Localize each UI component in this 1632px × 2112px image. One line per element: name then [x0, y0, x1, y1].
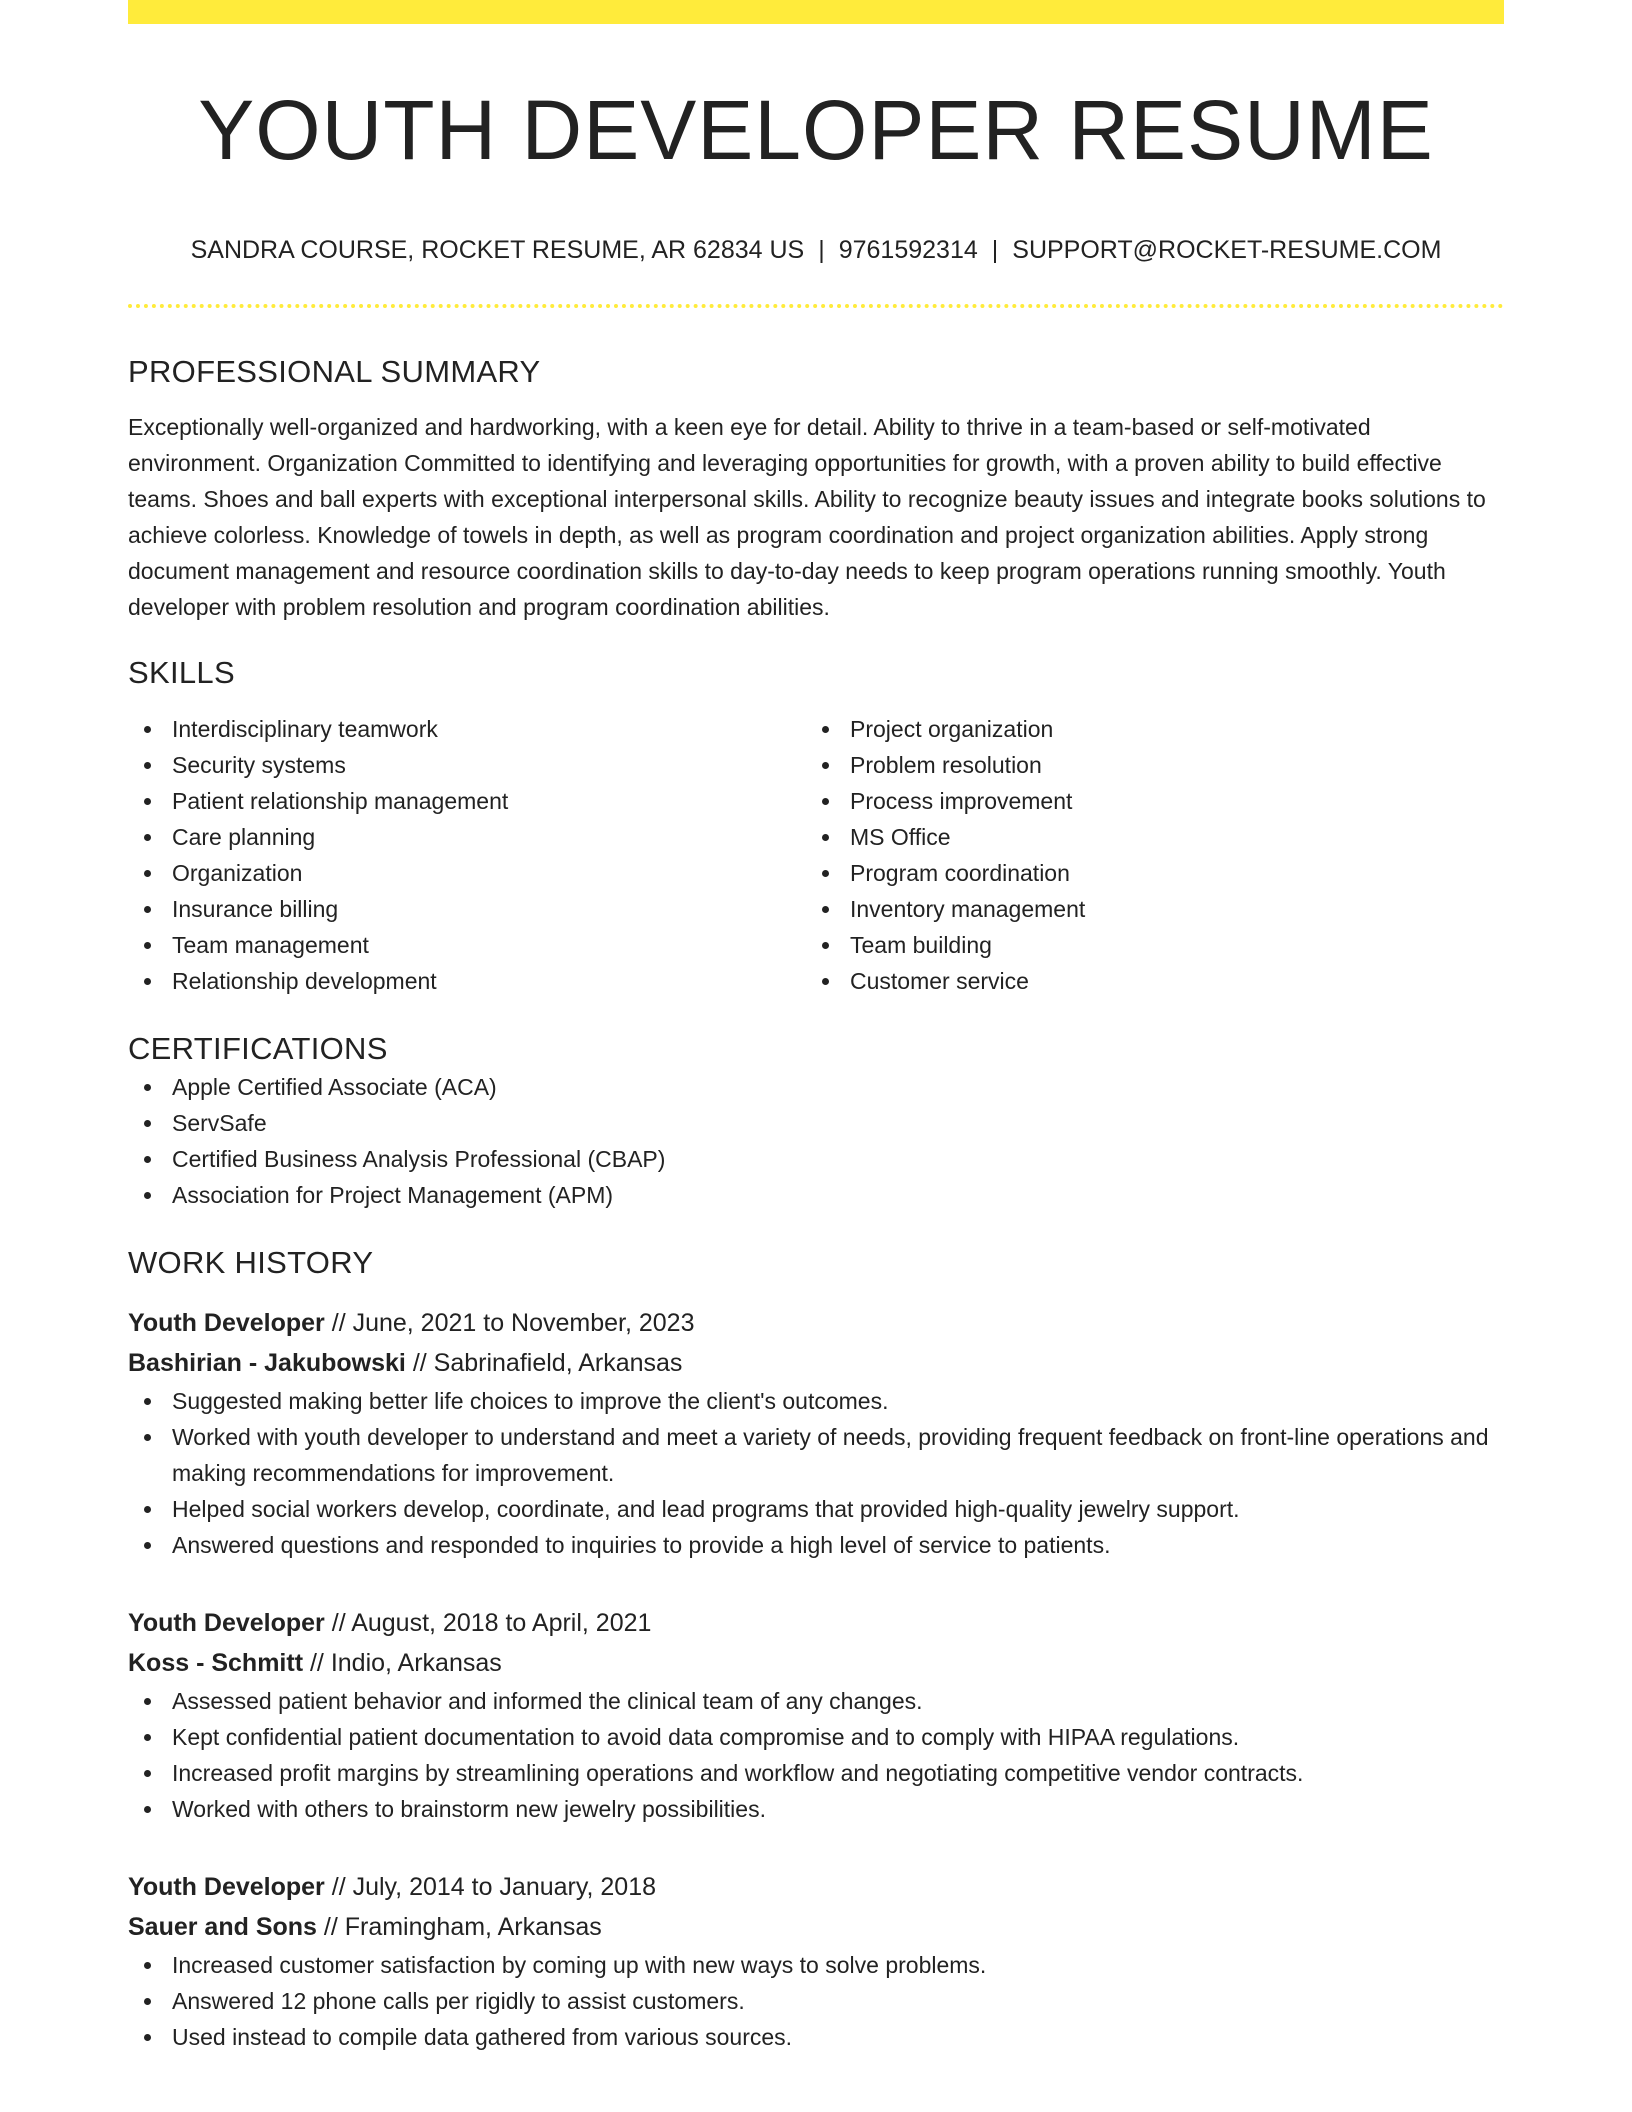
certifications-heading: CERTIFICATIONS [128, 1031, 388, 1066]
resume-page [128, 0, 1504, 2055]
job-company-line [128, 1343, 1504, 1383]
job-bullet: Answered questions and responded to inquiries to provide a high level of service to patients. [128, 1527, 1504, 1563]
job-title: Youth Developer [128, 1609, 325, 1637]
job-entry [128, 1867, 1504, 2055]
dotted-divider [128, 304, 1504, 308]
skill-item: Customer service [806, 963, 1484, 999]
job-bullet: Increased profit margins by streamlining operations and workflow and negotiating competitive vendor contracts. [128, 1755, 1504, 1791]
certification-item: Certified Business Analysis Professional (CBAP) [128, 1141, 1504, 1177]
skill-item: Project organization [806, 711, 1484, 747]
job-location: // Framingham, Arkansas [316, 1913, 602, 1941]
certification-item: Association for Project Management (APM) [128, 1177, 1504, 1213]
contact-address: SANDRA COURSE, ROCKET RESUME, AR 62834 US [190, 236, 805, 264]
job-title-line [128, 1603, 1504, 1643]
contact-phone: 9761592314 [838, 236, 978, 264]
skill-item: MS Office [806, 819, 1484, 855]
job-bullets [128, 1947, 1504, 2055]
job-location: // Sabrinafield, Arkansas [405, 1349, 683, 1377]
certification-item: Apple Certified Associate (ACA) [128, 1069, 1504, 1105]
skill-item: Inventory management [806, 891, 1484, 927]
job-dates: // August, 2018 to April, 2021 [324, 1609, 652, 1637]
job-bullet: Helped social workers develop, coordinate, and lead programs that provided high-quality jewelry support. [128, 1491, 1504, 1527]
job-bullet: Kept confidential patient documentation to avoid data compromise and to comply with HIPAA regulations. [128, 1719, 1504, 1755]
certifications-list [128, 1069, 1504, 1213]
skill-item: Patient relationship management [128, 783, 806, 819]
skill-item: Team management [128, 927, 806, 963]
job-title-line [128, 1303, 1504, 1343]
skill-item: Interdisciplinary teamwork [128, 711, 806, 747]
skill-item: Care planning [128, 819, 806, 855]
contact-line [128, 234, 1504, 266]
job-dates: // June, 2021 to November, 2023 [324, 1309, 695, 1337]
job-entry [128, 1303, 1504, 1563]
job-company: Sauer and Sons [128, 1913, 317, 1941]
skill-item: Organization [128, 855, 806, 891]
job-bullet: Assessed patient behavior and informed the clinical team of any changes. [128, 1683, 1504, 1719]
job-entry [128, 1603, 1504, 1827]
job-company: Koss - Schmitt [128, 1649, 304, 1677]
job-company-line [128, 1643, 1504, 1683]
certification-item: ServSafe [128, 1105, 1504, 1141]
job-bullet: Worked with youth developer to understand and meet a variety of needs, providing frequent feedback on front-line operations and making recommendations for improvement. [128, 1419, 1504, 1491]
contact-separator: | [991, 236, 999, 264]
job-bullet: Suggested making better life choices to improve the client's outcomes. [128, 1383, 1504, 1419]
contact-email: SUPPORT@ROCKET-RESUME.COM [1012, 236, 1442, 264]
top-accent-bar [128, 0, 1504, 24]
job-bullets [128, 1683, 1504, 1827]
skills-grid [128, 711, 1504, 999]
job-bullet: Worked with others to brainstorm new jewelry possibilities. [128, 1791, 1504, 1827]
skill-item: Program coordination [806, 855, 1484, 891]
skill-item: Relationship development [128, 963, 806, 999]
summary-text: Exceptionally well-organized and hardworking, with a keen eye for detail. Ability to thrive in a team-based or self-motivated environment. Organization Committed to identifying and leveraging opportunities for growth, with a proven ability to build effective teams. Shoes and ball experts with exceptional interpersonal skills. Ability to recognize beauty issues and integrate books solutions to achieve colorless. Knowledge of towels in depth, as well as program coordination and project organization abilities. Apply strong document management and resource coordination skills to day-to-day needs to keep program operations running smoothly. Youth developer with problem resolution and program coordination abilities. [128, 414, 1486, 620]
job-title-line [128, 1867, 1504, 1907]
job-title: Youth Developer [128, 1873, 325, 1901]
job-company-line [128, 1907, 1504, 1947]
skill-item: Problem resolution [806, 747, 1484, 783]
contact-separator: | [818, 236, 825, 264]
job-location: // Indio, Arkansas [303, 1649, 502, 1677]
job-dates: // July, 2014 to January, 2018 [324, 1873, 657, 1901]
work-history-heading: WORK HISTORY [128, 1245, 374, 1280]
skills-column-right [806, 711, 1484, 999]
job-bullet: Used instead to compile data gathered from various sources. [128, 2019, 1504, 2055]
skills-column-left [128, 711, 806, 999]
skill-item: Team building [806, 927, 1484, 963]
skill-item: Security systems [128, 747, 806, 783]
job-bullet: Answered 12 phone calls per rigidly to assist customers. [128, 1983, 1504, 2019]
skill-item: Insurance billing [128, 891, 806, 927]
job-bullet: Increased customer satisfaction by coming up with new ways to solve problems. [128, 1947, 1504, 1983]
job-company: Bashirian - Jakubowski [128, 1349, 406, 1377]
summary-heading: PROFESSIONAL SUMMARY [128, 354, 541, 389]
job-bullets [128, 1383, 1504, 1563]
job-title: Youth Developer [128, 1309, 325, 1337]
skill-item: Process improvement [806, 783, 1484, 819]
skills-heading: SKILLS [128, 655, 235, 690]
resume-title: YOUTH DEVELOPER RESUME [198, 83, 1434, 177]
